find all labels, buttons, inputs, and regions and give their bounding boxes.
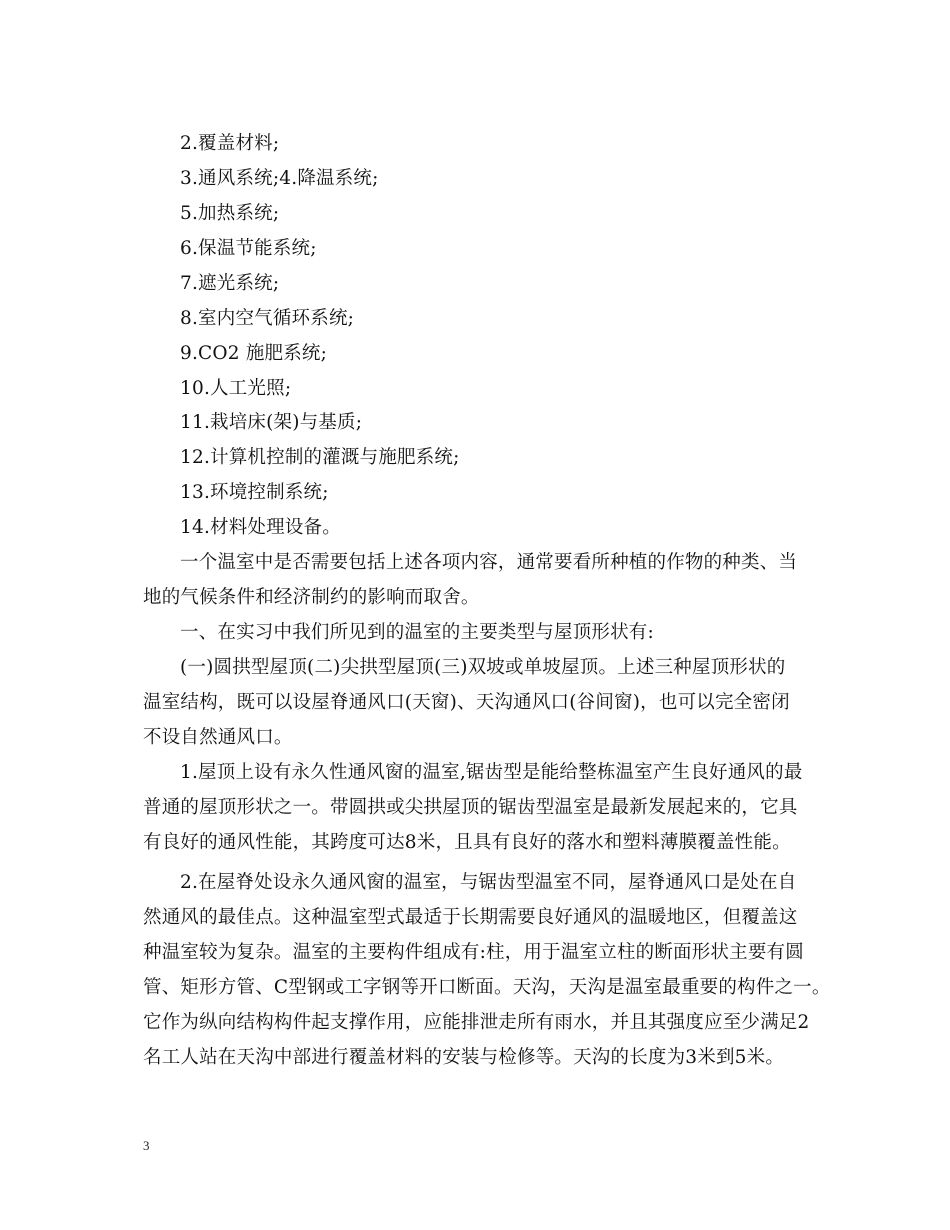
list-item: 13.环境控制系统; — [180, 482, 329, 503]
paragraph-line: 一个温室中是否需要包括上述各项内容，通常要看所种植的作物的种类、当 — [180, 552, 798, 573]
paragraph-line: 1.屋顶上设有永久性通风窗的温室,锯齿型是能给整栋温室产生良好通风的最 — [180, 762, 803, 783]
page-number: 3 — [143, 1138, 150, 1153]
paragraph-line: 普通的屋顶形状之一。带圆拱或尖拱屋顶的锯齿型温室是最新发展起来的，它具 — [143, 797, 798, 818]
list-item: 8.室内空气循环系统; — [180, 308, 355, 329]
paragraph-line: 温室结构，既可以设屋脊通风口(天窗)、天沟通风口(谷间窗)，也可以完全密闭 — [143, 692, 790, 713]
list-item: 3.通风系统;4.降温系统; — [180, 168, 379, 189]
list-item: 14.材料处理设备。 — [180, 517, 341, 538]
paragraph-line: 种温室较为复杂。温室的主要构件组成有:柱，用于温室立柱的断面形状主要有圆 — [143, 942, 804, 963]
paragraph-line: 有良好的通风性能，其跨度可达8米，且具有良好的落水和塑料薄膜覆盖性能。 — [143, 832, 791, 853]
paragraph-line: 名工人站在天沟中部进行覆盖材料的安装与检修等。天沟的长度为3米到5米。 — [143, 1047, 785, 1068]
list-item: 5.加热系统; — [180, 203, 280, 224]
paragraph-line: 它作为纵向结构构件起支撑作用，应能排泄走所有雨水，并且其强度应至少满足2 — [143, 1012, 810, 1033]
list-item: 6.保温节能系统; — [180, 238, 317, 259]
paragraph-line: 2.在屋脊处设永久通风窗的温室，与锯齿型温室不同，屋脊通风口是处在自 — [180, 872, 797, 893]
paragraph-line: 管、矩形方管、C型钢或工字钢等开口断面。天沟，天沟是温室最重要的构件之一。 — [143, 977, 831, 998]
section-heading: 一、在实习中我们所见到的温室的主要类型与屋顶形状有: — [180, 622, 654, 643]
list-item: 12.计算机控制的灌溉与施肥系统; — [180, 447, 460, 468]
list-item: 2.覆盖材料; — [180, 133, 280, 154]
list-item: 9.CO2 施肥系统; — [180, 343, 328, 364]
list-item: 11.栽培床(架)与基质; — [180, 412, 363, 433]
list-item: 10.人工光照; — [180, 378, 292, 399]
paragraph-line: 然通风的最佳点。这种温室型式最适于长期需要良好通风的温暖地区，但覆盖这 — [143, 907, 798, 928]
list-item: 7.遮光系统; — [180, 273, 280, 294]
paragraph-line: 地的气候条件和经济制约的影响而取舍。 — [143, 587, 480, 608]
paragraph-line: (一)圆拱型屋顶(二)尖拱型屋顶(三)双坡或单坡屋顶。上述三种屋顶形状的 — [180, 657, 786, 678]
paragraph-line: 不设自然通风口。 — [143, 727, 293, 748]
